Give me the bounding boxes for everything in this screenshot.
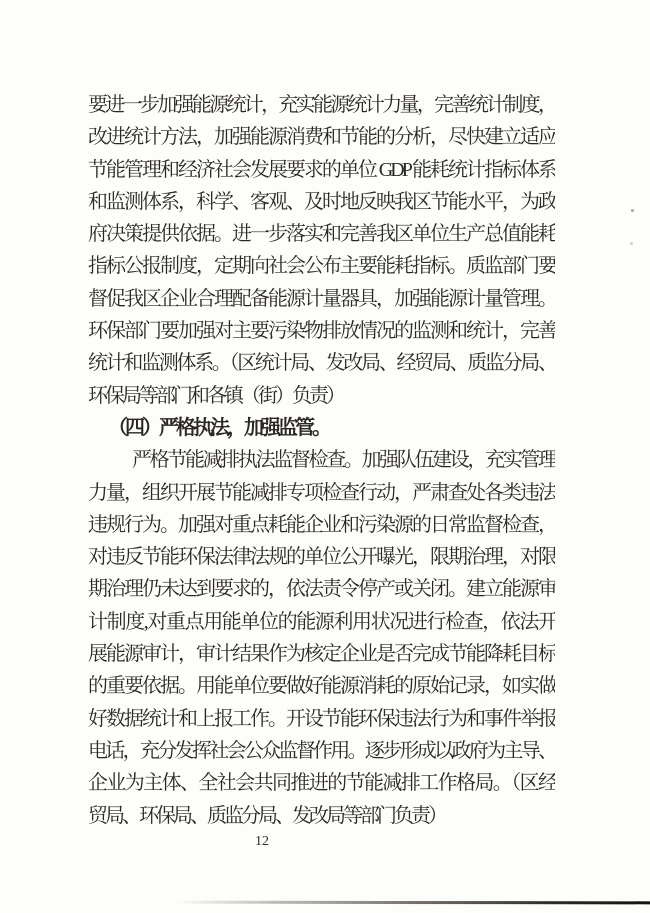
text-line: 违规行为。加强对重点耗能企业和污染源的日常监督检查， [88,513,555,536]
text-line: 好数据统计和上报工作。开设节能环保违法行为和事件举报 [88,707,555,730]
page-number: 12 [255,834,269,849]
text-line: 环保局等部门和各镇（街）负责） [88,384,343,407]
text-line: 督促我区企业合理配备能源计量器具，加强能源计量管理。 [88,287,555,310]
scan-speck [631,209,634,212]
text-line: 要进一步加强能源统计，充实能源统计力量，完善统计制度， [88,94,555,116]
text-line: 期治理仍未达到要求的，依法责令停产或关闭。建立能源审 [88,578,555,601]
text-line: 力量，组织开展节能减排专项检查行动，严肃查处各类违法 [88,481,555,504]
text-line: 改进统计方法，加强能源消费和节能的分析，尽快建立适应 [88,126,555,149]
text-line: 展能源审计，审计结果作为核定企业是否完成节能降耗目标 [88,643,555,666]
document-text [88,89,555,832]
text-line: 环保部门要加强对主要污染物排放情况的监测和统计，完善 [88,320,555,343]
scan-artifact-line [174,901,650,904]
text-line: 府决策提供依据。进一步落实和完善我区单位生产总值能耗 [88,223,555,246]
text-line: 企业为主体、全社会共同推进的节能减排工作格局。（区经 [88,772,555,795]
text-line: 的重要依据。用能单位要做好能源消耗的原始记录，如实做 [88,675,555,698]
text-line: 电话，充分发挥社会公众监督作用。逐步形成以政府为主导、 [88,739,555,762]
text-line: 计制度,对重点用能单位的能源利用状况进行检查，依法开 [88,610,555,633]
text-line: 严格节能减排执法监督检查。加强队伍建设，充实管理 [132,449,555,472]
text-line: 贸局、环保局、质监分局、发改局等部门负责） [88,804,445,827]
text-line: 指标公报制度，定期向社会公布主要能耗指标。质监部门要 [88,255,555,278]
text-line: 对违反节能环保法律法规的单位公开曝光，限期治理，对限 [88,546,555,569]
text-line: 节能管理和经济社会发展要求的单位 GDP 能耗统计指标体系 [88,158,555,181]
text-line: 统计和监测体系。（区统计局、发改局、经贸局、质监分局、 [88,352,555,375]
scan-speck [630,242,633,245]
text-line: 和监测体系，科学、客观、及时地反映我区节能水平，为政 [88,190,555,213]
section-heading: （四）严格执法，加强监管。 [108,416,329,439]
